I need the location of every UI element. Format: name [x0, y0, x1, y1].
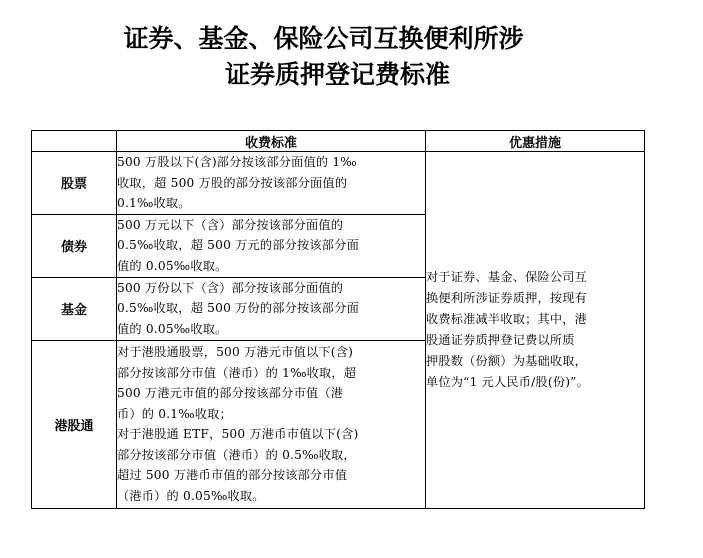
text-line: 500 万元以下（含）部分按该部分面值的	[117, 217, 344, 232]
text-line: 押股数（份额）为基础收取，	[426, 353, 588, 368]
text-line: 部分按该部分市值（港币）的 1‰收取，超	[117, 365, 357, 380]
text-line: 500 万份以下（含）部分按该部分面值的	[117, 280, 344, 295]
text-line: 部分按该部分市值（港币）的 0.5‰收取，	[117, 447, 356, 462]
page-title-line-2: 证券质押登记费标准	[224, 60, 450, 89]
category-stock-connect: 港股通	[32, 340, 117, 508]
table-row-stock	[32, 152, 645, 215]
text-line: 500 万港元市值的部分按该部分市值（港	[117, 386, 344, 400]
header-fee-standard: 收费标准	[117, 131, 426, 152]
text-line: 币）的 0.1‰收取；	[117, 406, 232, 421]
text-line: 超过 500 万港币市值的部分按该部分市值	[117, 468, 348, 482]
text-line: 值的 0.05‰收取。	[117, 321, 228, 336]
text-line: 0.1‰收取。	[117, 196, 191, 210]
text-line: 对于港股通 ETF，500 万港币市值以下(含)	[117, 427, 359, 441]
preferential-measures	[426, 152, 645, 509]
fee-standard-stock-connect	[117, 340, 426, 508]
text-line: 值的 0.05‰收取。	[117, 258, 228, 273]
text-line: （港币）的 0.05‰收取。	[117, 488, 265, 503]
page-title-line-1: 证券、基金、保险公司互换便利所涉	[123, 24, 524, 53]
text-line: 对于证券、基金、保险公司互	[426, 269, 588, 284]
text-line: 收费标准减半收取；其中，港	[426, 311, 588, 326]
header-category	[32, 131, 117, 152]
text-line: 0.5‰收取，超 500 万元的部分按该部分面	[117, 238, 359, 253]
fee-standard-bond	[117, 214, 426, 277]
text-line: 股通证券质押登记费以所质	[426, 332, 575, 347]
fee-standard-stock	[117, 152, 426, 215]
text-line: 单位为“1 元人民币/股(份)”。	[426, 374, 589, 389]
text-line: 500 万股以下(含)部分按该部分面值的 1‰	[117, 155, 357, 169]
table-header-row	[32, 131, 645, 152]
category-bond: 债券	[32, 214, 117, 277]
text-line: 收取，超 500 万股的部分按该部分面值的	[117, 175, 348, 190]
fee-standard-fund	[117, 277, 426, 340]
text-line: 0.5‰收取，超 500 万份的部分按该部分面	[117, 301, 359, 316]
category-fund: 基金	[32, 277, 117, 340]
header-preferential: 优惠措施	[426, 131, 645, 152]
category-stock: 股票	[32, 152, 117, 215]
fee-standard-table	[31, 130, 645, 509]
text-line: 对于港股通股票，500 万港元市值以下(含)	[117, 345, 354, 359]
text-line: 换便利所涉证券质押，按现有	[426, 290, 588, 305]
